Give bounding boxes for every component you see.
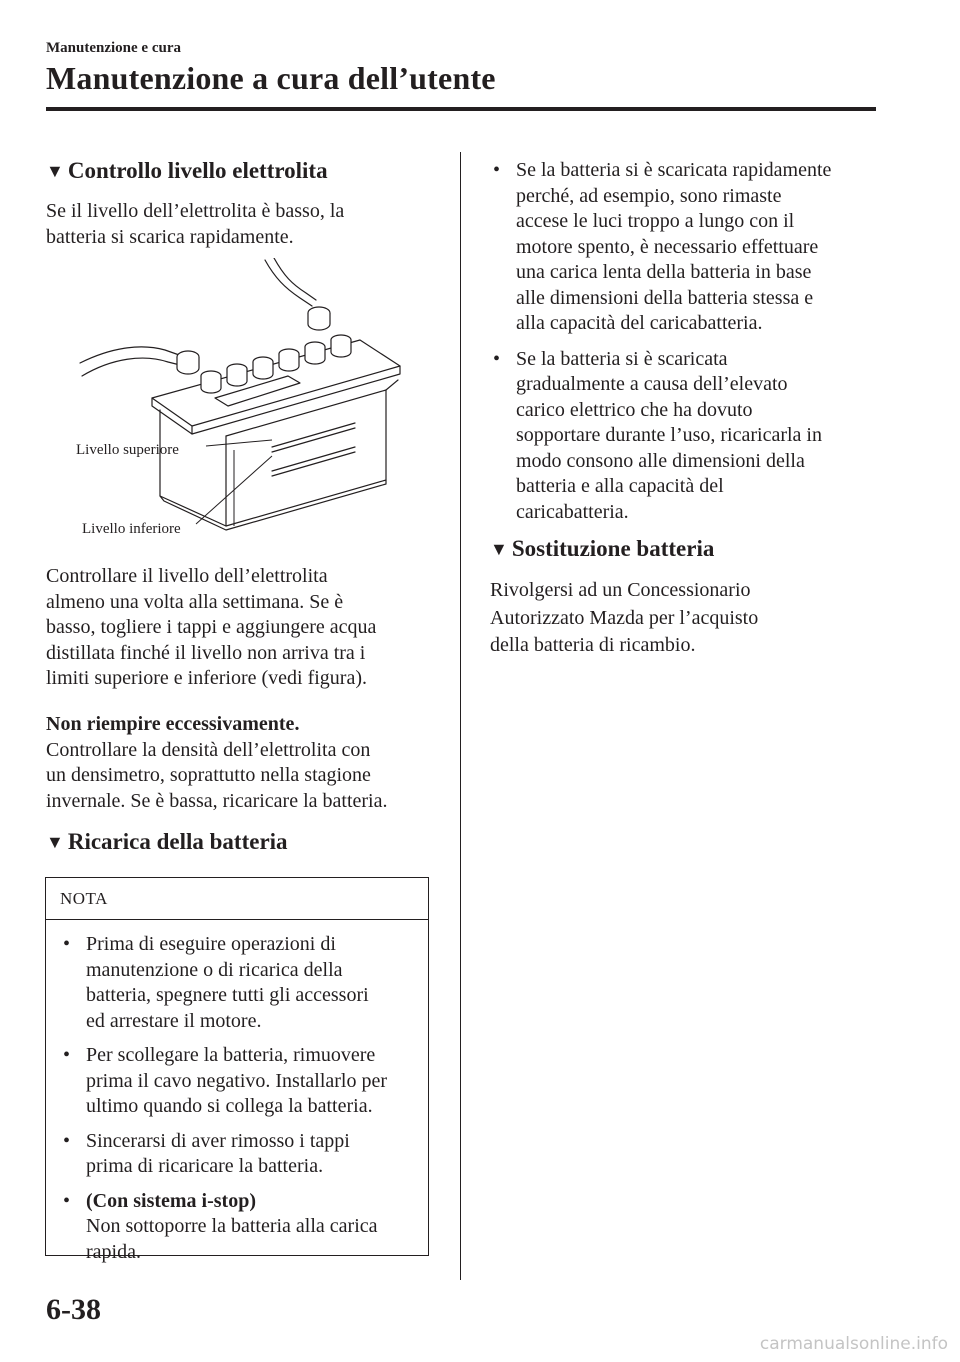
intro-paragraph: Se il livello dell’elettrolita è basso, la batteria si scarica rapidamente. xyxy=(46,200,345,248)
note-box xyxy=(45,877,429,1263)
overfill-warning: Non riempire eccessivamente. xyxy=(46,713,300,735)
section-label: Manutenzione e cura xyxy=(46,40,181,56)
triangle-icon: ▼ xyxy=(490,539,508,559)
column-divider xyxy=(460,152,461,1280)
bullet-icon: • xyxy=(63,1129,71,1152)
list-item: • Se la batteria si è scaricata gradualmente a causa dell’elevato carico elettrico che ha dovuto sopportare durante l’uso, ricaricarla in modo consono alle dimensioni della batteria e alla capacità del caricabatteria. xyxy=(493,347,822,523)
note-item: • Sincerarsi di aver rimosso i tappi prima di ricaricare la batteria. xyxy=(63,1129,350,1177)
heading-electrolyte-level: ▼ Controllo livello elettrolita xyxy=(46,158,328,183)
label-upper-level: Livello superiore xyxy=(76,442,179,458)
bullet-icon: • xyxy=(493,347,501,370)
header-rule xyxy=(46,107,876,111)
page-number: 6-38 xyxy=(46,1293,101,1326)
bullet-icon: • xyxy=(63,1189,71,1212)
note-item: • (Con sistema i-stop) Non sottoporre la batteria alla carica rapida. xyxy=(63,1189,378,1263)
note-label: NOTA xyxy=(46,878,428,920)
bullet-icon: • xyxy=(493,159,501,181)
bullet-icon: • xyxy=(63,1044,71,1066)
note-item: • Per scollegare la batteria, rimuovere prima il cavo negativo. Installarlo per ultimo quando si collega la batteria. xyxy=(63,1044,388,1117)
heading-battery-charging: ▼ Ricarica della batteria xyxy=(46,829,288,854)
triangle-icon: ▼ xyxy=(46,832,64,852)
watermark: carmanualsonline.info xyxy=(759,1334,948,1354)
triangle-icon: ▼ xyxy=(46,161,64,181)
replacement-paragraph: Rivolgersi ad un Concessionario Autorizzato Mazda per l’acquisto della batteria di ricambio. xyxy=(490,579,759,656)
density-paragraph: Non riempire eccessivamente. Controllare la densità dell’elettrolita con un densimetro, soprattutto nella stagione invernale. Se è bassa, ricaricare la batteria. xyxy=(46,713,388,812)
battery-illustration xyxy=(60,258,420,543)
right-bullets xyxy=(490,158,890,534)
list-item: • Se la batteria si è scaricata rapidamente perché, ad esempio, sono rimaste accese le luci troppo a lungo con il motore spento, è necessario effettuare una carica lenta della batteria in base alle dimensioni della batteria stessa e alla capacità del caricabatteria. xyxy=(493,159,832,334)
label-lower-level: Livello inferiore xyxy=(82,521,181,537)
page-title: Manutenzione a cura dell’utente xyxy=(46,60,496,96)
heading-battery-replacement: ▼ Sostituzione batteria xyxy=(490,536,715,561)
note-item: • Prima di eseguire operazioni di manutenzione o di ricarica della batteria, spegnere tutti gli accessori ed arrestare il motore. xyxy=(63,933,369,1032)
check-paragraph: Controllare il livello dell’elettrolita almeno una volta alla settimana. Se è basso, togliere i tappi e aggiungere acqua distillata finché il livello non arriva tra i limiti superiore e inferiore (vedi figura). xyxy=(46,565,377,689)
bullet-icon: • xyxy=(63,933,71,955)
